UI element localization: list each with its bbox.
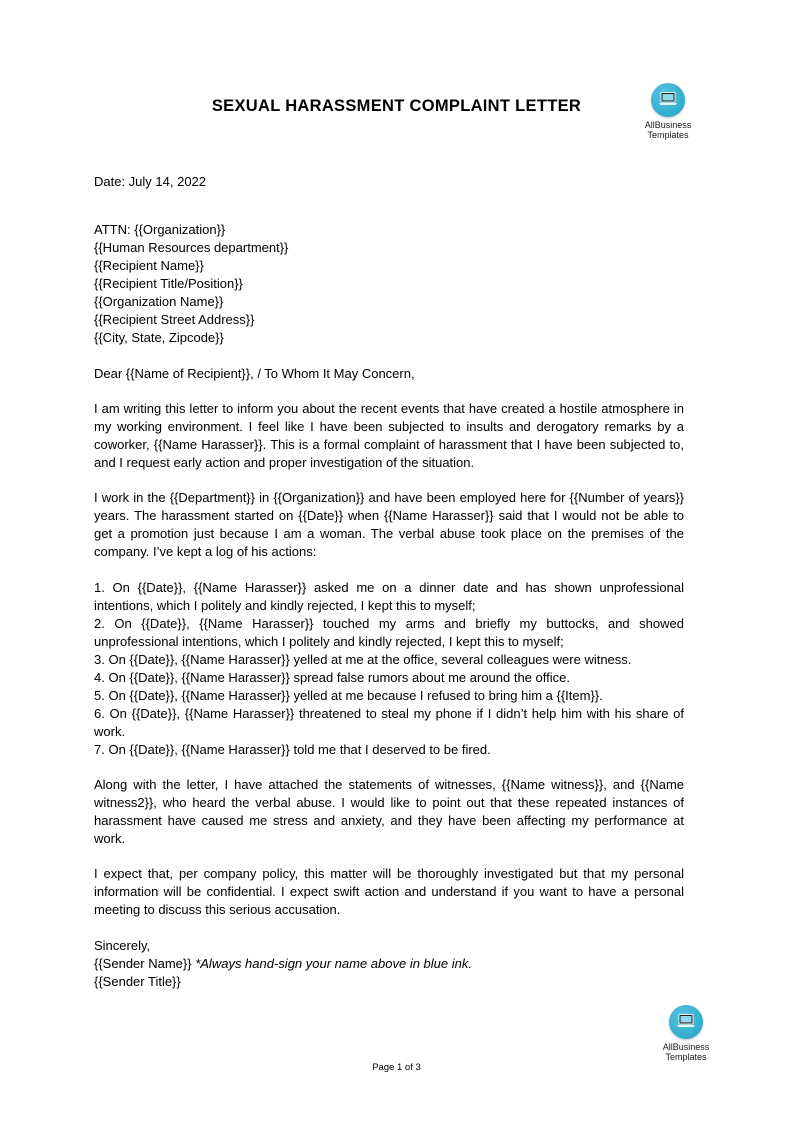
- salutation: Dear {{Name of Recipient}}, / To Whom It May Concern,: [94, 366, 415, 381]
- list-item: 2. On {{Date}}, {{Name Harasser}} touched my arms and briefly my buttocks, and showed unprofessional intentions, which I politely and kindly rejected, I kept this to myself;: [94, 616, 684, 649]
- paragraph-witnesses: Along with the letter, I have attached the statements of witnesses, {{Name witness}}, and {{Name witness2}}, who heard the verbal abuse. I would like to point out that these repeated instances of harassment have caused me stress and anxiety, and they have been affecting my performance at work.: [94, 777, 684, 846]
- logo-line-1: AllBusiness: [644, 120, 692, 130]
- logo-text: [623, 120, 713, 140]
- paragraph-background: I work in the {{Department}} in {{Organization}} and have been employed here for {{Number of years}} years. The harassment started on {{Date}} when {{Name Harasser}} said that I would not be able to get a promotion just because I am a woman. The verbal abuse took place on the premises of the company. I’ve kept a log of his actions:: [94, 490, 684, 559]
- logo-text: [641, 1042, 731, 1062]
- closing: Sincerely,: [94, 938, 151, 953]
- address-block: [94, 221, 684, 347]
- sender-name-line: [94, 955, 684, 973]
- logo-line-1: AllBusiness: [662, 1042, 710, 1052]
- closing-block: [94, 937, 684, 991]
- allbusiness-logo-top: [623, 83, 713, 140]
- sender-name: {{Sender Name}}: [94, 956, 192, 971]
- list-item: 4. On {{Date}}, {{Name Harasser}} spread false rumors about me around the office.: [94, 670, 570, 685]
- address-line: {{Recipient Title/Position}}: [94, 276, 243, 291]
- incident-list: [94, 579, 684, 759]
- logo-line-2: Templates: [647, 130, 689, 140]
- laptop-icon: [669, 1005, 703, 1039]
- laptop-icon: [651, 83, 685, 117]
- paragraph-intro: I am writing this letter to inform you about the recent events that have created a hostile atmosphere in my working environment. I feel like I have been subjected to insults and derogatory remarks by a coworker, {{Name Harasser}}. This is a formal complaint of harassment that I have been subjected to, and I request early action and proper investigation of the situation.: [94, 401, 684, 470]
- allbusiness-logo-bottom: [641, 1005, 731, 1062]
- address-line: {{Human Resources department}}: [94, 240, 289, 255]
- logo-line-2: Templates: [665, 1052, 707, 1062]
- list-item: 3. On {{Date}}, {{Name Harasser}} yelled at me at the office, several colleagues were witness.: [94, 652, 632, 667]
- address-line: {{Recipient Street Address}}: [94, 312, 255, 327]
- address-line: {{City, State, Zipcode}}: [94, 330, 224, 345]
- list-item: 7. On {{Date}}, {{Name Harasser}} told me that I deserved to be fired.: [94, 742, 491, 757]
- list-item: 6. On {{Date}}, {{Name Harasser}} threatened to steal my phone if I didn’t help him with his share of work.: [94, 706, 684, 739]
- sender-title: {{Sender Title}}: [94, 974, 181, 989]
- list-item: 5. On {{Date}}, {{Name Harasser}} yelled at me because I refused to bring him a {{Item}}.: [94, 688, 603, 703]
- address-line: {{Recipient Name}}: [94, 258, 204, 273]
- address-line: ATTN: {{Organization}}: [94, 222, 226, 237]
- paragraph-expectation: I expect that, per company policy, this matter will be thoroughly investigated but that my personal information will be confidential. I expect swift action and understand if you want to have a personal meeting to discuss this serious accusation.: [94, 866, 684, 917]
- document-title: SEXUAL HARASSMENT COMPLAINT LETTER: [211, 97, 582, 115]
- address-line: {{Organization Name}}: [94, 294, 224, 309]
- page-number: Page 1 of 3: [372, 1062, 421, 1073]
- signature-note: *Always hand-sign your name above in blue ink.: [195, 956, 472, 971]
- letter-date: Date: July 14, 2022: [94, 174, 207, 189]
- list-item: 1. On {{Date}}, {{Name Harasser}} asked me on a dinner date and has shown unprofessional intentions, which I politely and kindly rejected, I kept this to myself;: [94, 580, 684, 613]
